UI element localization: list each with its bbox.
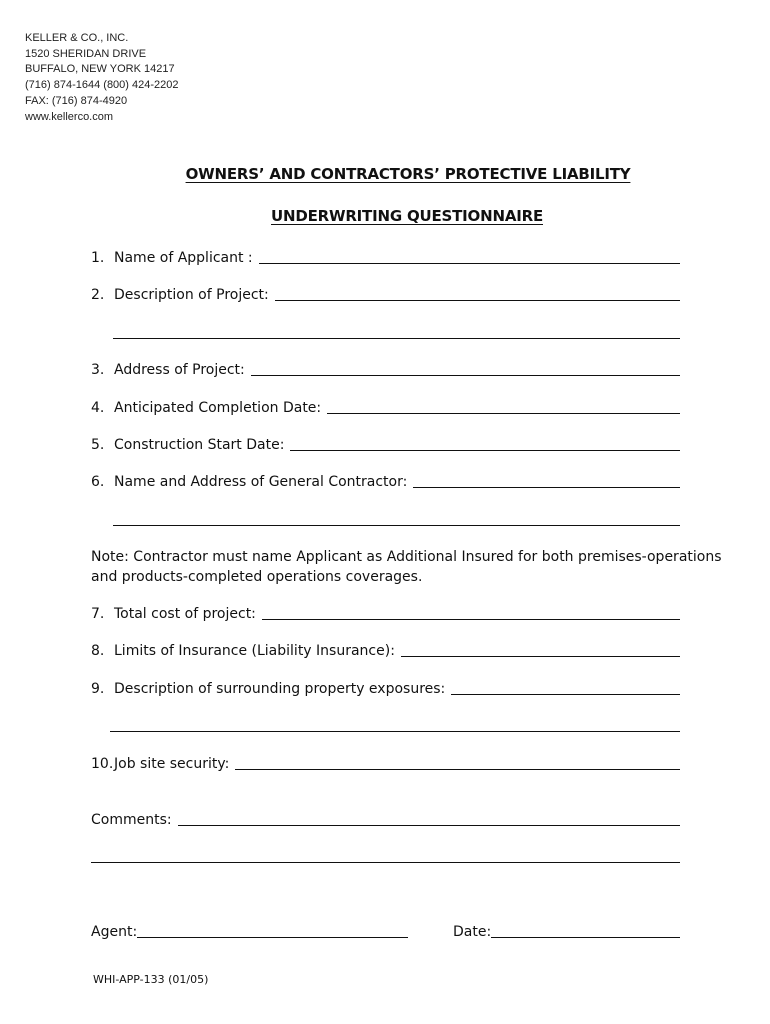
- question-number: 7.: [91, 606, 105, 622]
- question-number: 3.: [91, 362, 105, 378]
- agent-row: [91, 921, 408, 941]
- question-number: 5.: [91, 437, 105, 453]
- question-6-row: [91, 471, 680, 491]
- form-id: WHI-APP-133 (01/05): [93, 973, 209, 986]
- question-2-label: 2. Description of Project:: [91, 287, 269, 303]
- company-name: KELLER & CO., INC.: [25, 32, 129, 44]
- question-5-label: 5. Construction Start Date:: [91, 437, 285, 453]
- question-number: 1.: [91, 250, 105, 266]
- company-website: www.kellerco.com: [25, 110, 114, 123]
- comments-label: Comments:: [91, 812, 172, 828]
- question-7-label: 7. Total cost of project:: [91, 606, 256, 622]
- question-3-label: 3. Address of Project:: [91, 362, 245, 378]
- question-number: 10.: [91, 756, 114, 772]
- form-title: OWNERS’ AND CONTRACTORS’ PROTECTIVE LIABILITY: [185, 165, 631, 183]
- company-address-block: [25, 31, 179, 125]
- date-field[interactable]: [491, 937, 680, 938]
- company-city: BUFFALO, NEW YORK 14217: [25, 63, 175, 76]
- comments-row: [91, 809, 680, 829]
- question-10-label: 10.Job site security:: [91, 756, 230, 772]
- question-2-row: [91, 284, 680, 304]
- property-exposures-field[interactable]: [451, 694, 680, 695]
- question-8-row: [91, 640, 680, 660]
- company-phone: (716) 874-1644 (800) 424-2202: [25, 79, 179, 92]
- question-number: 6.: [91, 474, 105, 490]
- date-label: Date:: [453, 924, 492, 940]
- question-1-label: 1. Name of Applicant :: [91, 250, 253, 266]
- agent-signature-field[interactable]: [137, 937, 408, 938]
- question-5-row: [91, 434, 680, 454]
- question-1-row: [91, 247, 680, 267]
- project-description-field[interactable]: [275, 300, 680, 301]
- total-cost-field[interactable]: [262, 619, 680, 620]
- question-number: 2.: [91, 287, 105, 303]
- question-3-row: [91, 359, 680, 379]
- additional-insured-note: Note: Contractor must name Applicant as Additional Insured for both premises-operations and products-completed operations coverages.: [91, 549, 722, 585]
- question-number: 8.: [91, 643, 105, 659]
- comments-field[interactable]: [178, 825, 680, 826]
- question-7-row: [91, 603, 680, 623]
- question-9-row: [91, 678, 680, 698]
- form-subtitle: UNDERWRITING QUESTIONNAIRE: [271, 207, 543, 225]
- question-9-label: 9. Description of surrounding property exposures:: [91, 681, 446, 697]
- construction-start-date-field[interactable]: [290, 450, 680, 451]
- applicant-name-field[interactable]: [259, 263, 680, 264]
- date-row: [453, 921, 680, 941]
- general-contractor-field-continued[interactable]: [113, 525, 680, 526]
- question-10-row: [91, 753, 680, 773]
- question-4-label: 4. Anticipated Completion Date:: [91, 400, 322, 416]
- insurance-limits-field[interactable]: [401, 656, 680, 657]
- company-fax: FAX: (716) 874-4920: [25, 94, 128, 107]
- property-exposures-field-continued[interactable]: [110, 731, 680, 732]
- general-contractor-field[interactable]: [413, 487, 680, 488]
- company-street: 1520 SHERIDAN DRIVE: [25, 47, 147, 60]
- agent-label: Agent:: [91, 924, 138, 940]
- job-site-security-field[interactable]: [235, 769, 680, 770]
- comments-field-continued[interactable]: [91, 862, 680, 863]
- question-8-label: 8. Limits of Insurance (Liability Insurance):: [91, 643, 395, 659]
- question-number: 9.: [91, 681, 105, 697]
- completion-date-field[interactable]: [327, 413, 680, 414]
- project-description-field-continued[interactable]: [113, 338, 680, 339]
- question-4-row: [91, 397, 680, 417]
- project-address-field[interactable]: [251, 375, 680, 376]
- question-number: 4.: [91, 400, 105, 416]
- question-6-label: 6. Name and Address of General Contractor:: [91, 474, 408, 490]
